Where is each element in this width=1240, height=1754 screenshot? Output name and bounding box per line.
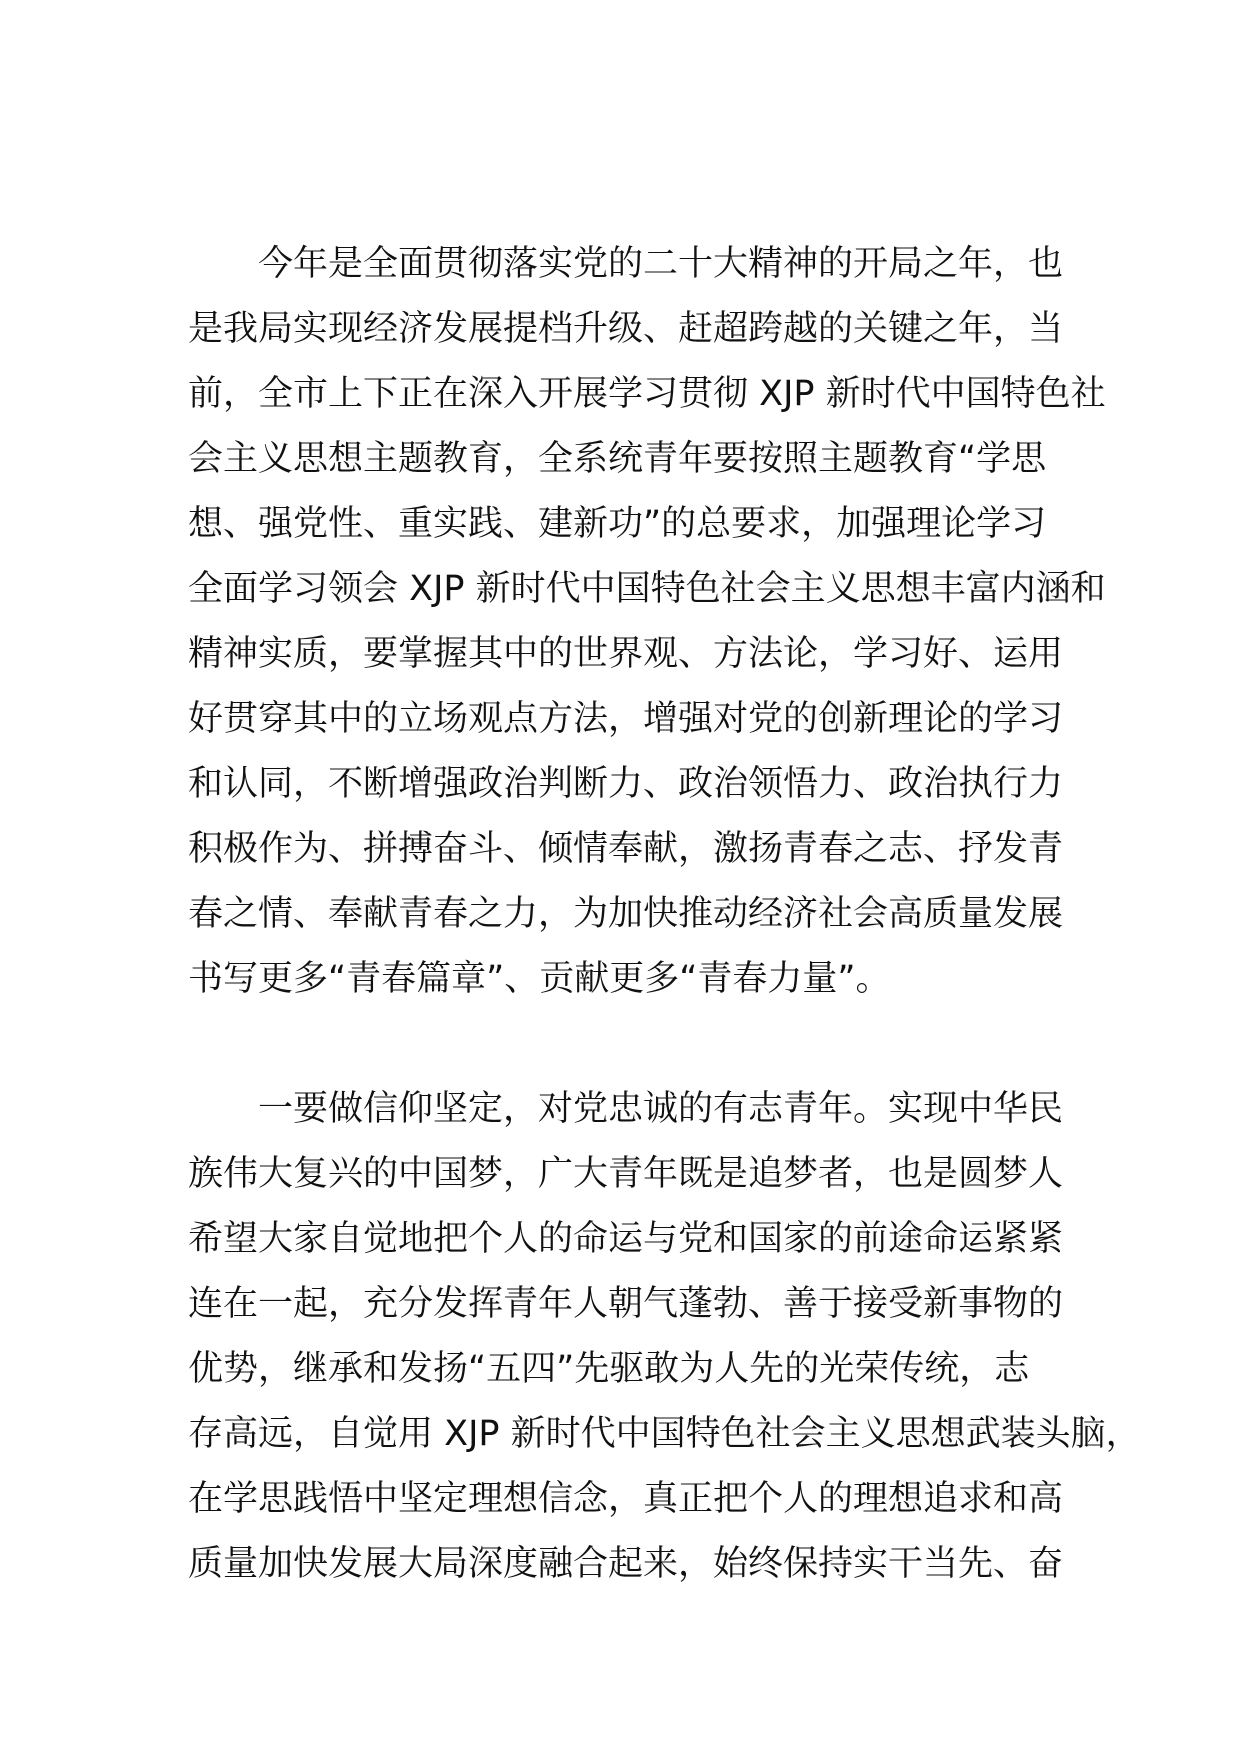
text-line: 会主义思想主题教育，全系统青年要按照主题教育“学思 — [188, 439, 1047, 479]
text-line: 质量加快发展大局深度融合起来，始终保持实干当先、奋 — [188, 1544, 1064, 1584]
text-line: 积极作为、拼搏奋斗、倾情奉献，激扬青春之志、抒发青 — [188, 829, 1064, 869]
text-line: 好贯穿其中的立场观点方法，增强对党的创新理论的学习 — [188, 699, 1064, 739]
text-line: 春之情、奉献青春之力，为加快推动经济社会高质量发展 — [188, 894, 1064, 934]
text-line: 希望大家自觉地把个人的命运与党和国家的前途命运紧紧 — [188, 1219, 1064, 1259]
text-line: 精神实质，要掌握其中的世界观、方法论，学习好、运用 — [188, 634, 1064, 674]
text-line: 前，全市上下正在深入开展学习贯彻 XJP 新时代中国特色社 — [188, 374, 1106, 414]
text-line: 全面学习领会 XJP 新时代中国特色社会主义思想丰富内涵和 — [188, 569, 1106, 609]
paragraph-1 — [188, 232, 1108, 1012]
text-line: 优势，继承和发扬“五四”先驱敢为人先的光荣传统，志 — [188, 1349, 1030, 1389]
text-line: 想、强党性、重实践、建新功”的总要求，加强理论学习 — [188, 504, 1047, 544]
text-line: 和认同，不断增强政治判断力、政治领悟力、政治执行力 — [188, 764, 1064, 804]
document-body — [188, 232, 1141, 1597]
text-line: 连在一起，充分发挥青年人朝气蓬勃、善于接受新事物的 — [188, 1284, 1064, 1324]
text-line: 存高远，自觉用 XJP 新时代中国特色社会主义思想武装头脑， — [188, 1414, 1141, 1454]
text-line: 在学思践悟中坚定理想信念，真正把个人的理想追求和高 — [188, 1479, 1064, 1519]
text-line: 一要做信仰坚定，对党忠诚的有志青年。实现中华民 — [258, 1089, 1064, 1129]
paragraph-2 — [188, 1077, 1141, 1597]
text-line: 族伟大复兴的中国梦，广大青年既是追梦者，也是圆梦人 — [188, 1154, 1064, 1194]
text-line: 书写更多“青春篇章”、贡献更多“青春力量”。 — [188, 959, 891, 999]
text-line: 今年是全面贯彻落实党的二十大精神的开局之年，也 — [258, 244, 1064, 284]
text-line: 是我局实现经济发展提档升级、赶超跨越的关键之年，当 — [188, 309, 1064, 349]
